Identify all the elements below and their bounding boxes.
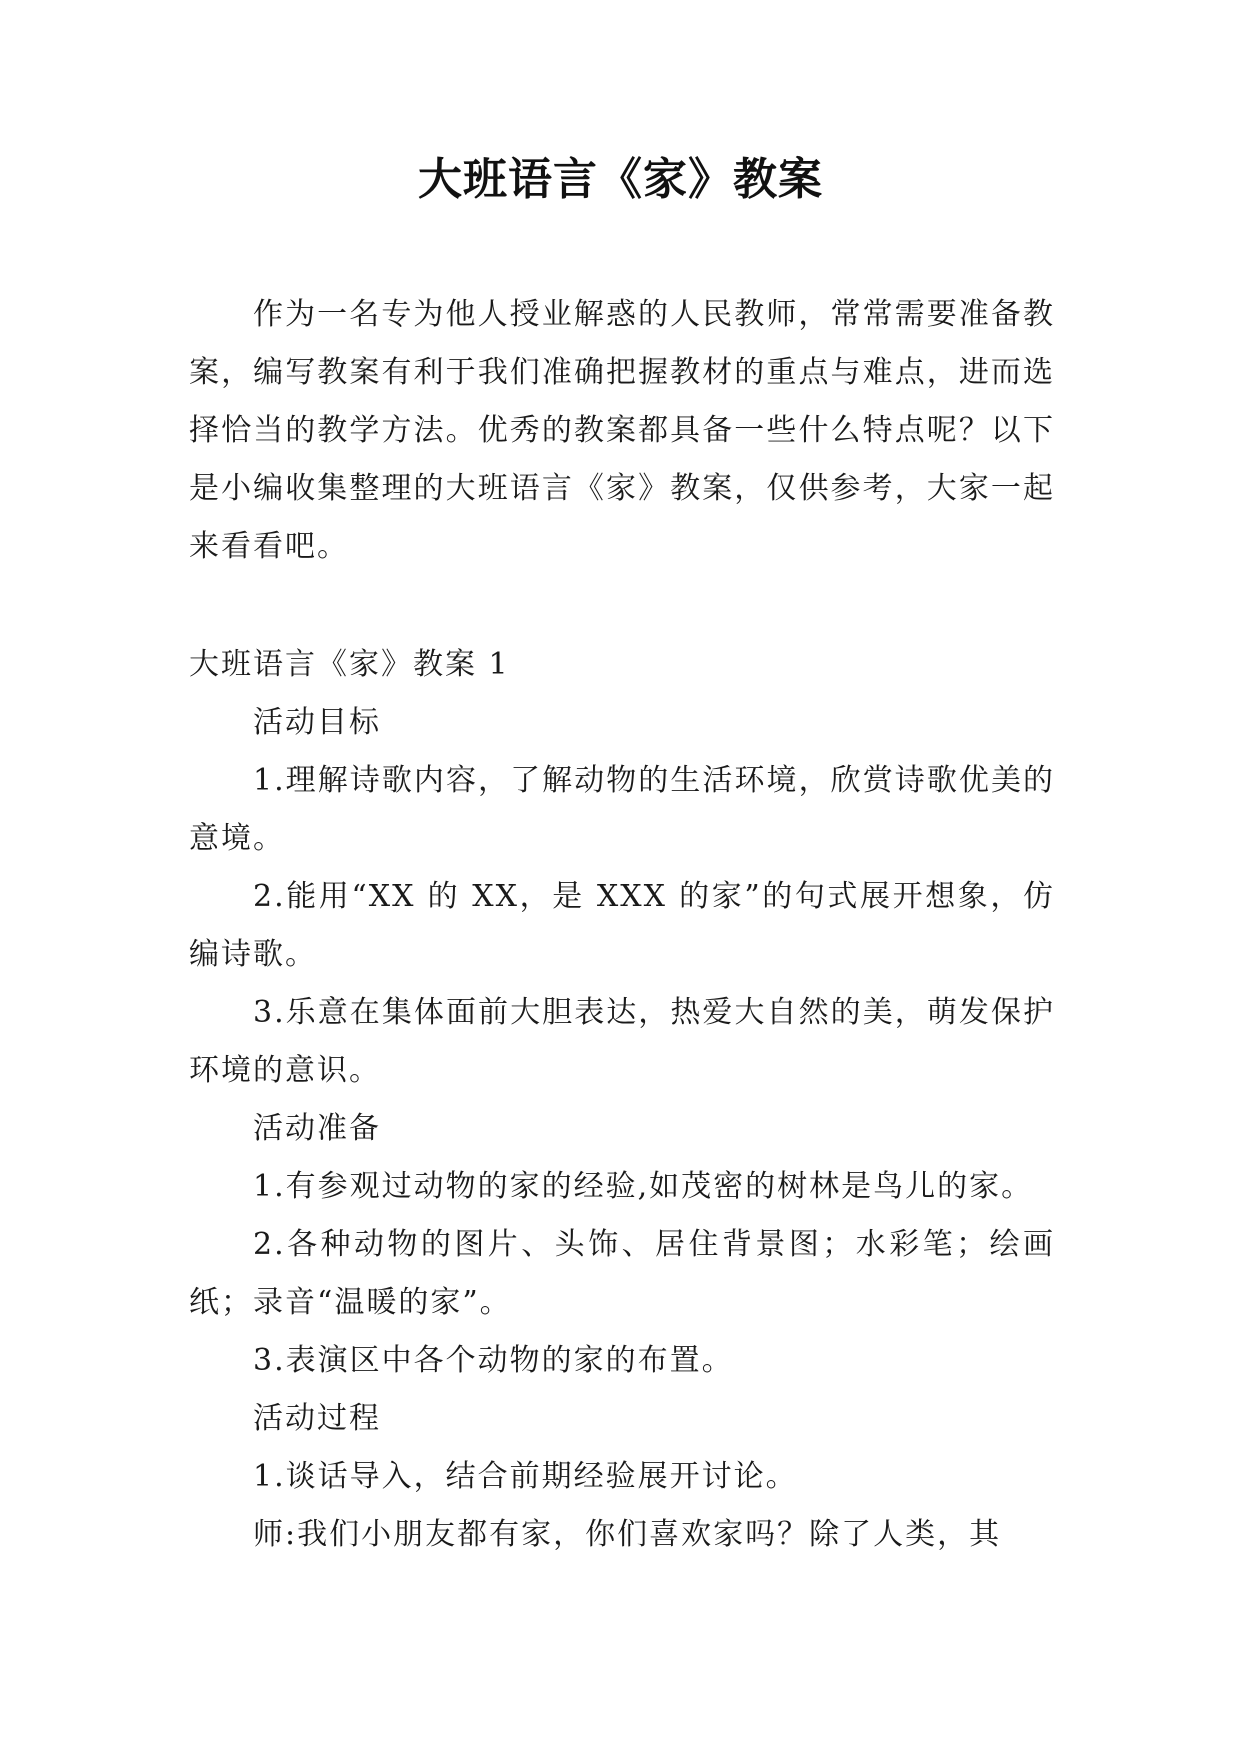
- prep-item-2: 2.各种动物的图片、头饰、居住背景图；水彩笔；绘画纸；录音“温暖的家”。: [189, 1227, 1055, 1320]
- process-item-2: 师:我们小朋友都有家，你们喜欢家吗？除了人类，其: [253, 1517, 1002, 1552]
- lesson-plan-content: [189, 636, 1055, 1564]
- process-heading: 活动过程: [253, 1401, 381, 1436]
- goal-item-1: 1.理解诗歌内容，了解动物的生活环境，欣赏诗歌优美的意境。: [189, 763, 1055, 856]
- prep-item-1: 1.有参观过动物的家的经验,如茂密的树林是鸟儿的家。: [253, 1169, 1034, 1204]
- goal-item-3: 3.乐意在集体面前大胆表达，热爱大自然的美，萌发保护环境的意识。: [189, 995, 1055, 1088]
- goal-item-2: 2.能用“XX 的 XX，是 XXX 的家”的句式展开想象，仿编诗歌。: [189, 879, 1055, 972]
- goal-heading: 活动目标: [253, 705, 381, 740]
- prep-item-3: 3.表演区中各个动物的家的布置。: [253, 1343, 734, 1378]
- prep-heading: 活动准备: [253, 1111, 381, 1146]
- section-title: 大班语言《家》教案 1: [189, 647, 510, 682]
- intro-paragraph: 作为一名专为他人授业解惑的人民教师，常常需要准备教案，编写教案有利于我们准确把握教材的重点与难点，进而选择恰当的教学方法。优秀的教案都具备一些什么特点呢？以下是小编收集整理的大班语言《家》教案，仅供参考，大家一起来看看吧。: [189, 297, 1055, 564]
- intro-paragraph-block: [189, 286, 1055, 576]
- process-item-1: 1.谈话导入，结合前期经验展开讨论。: [253, 1459, 798, 1494]
- page-title: 大班语言《家》教案: [418, 154, 823, 205]
